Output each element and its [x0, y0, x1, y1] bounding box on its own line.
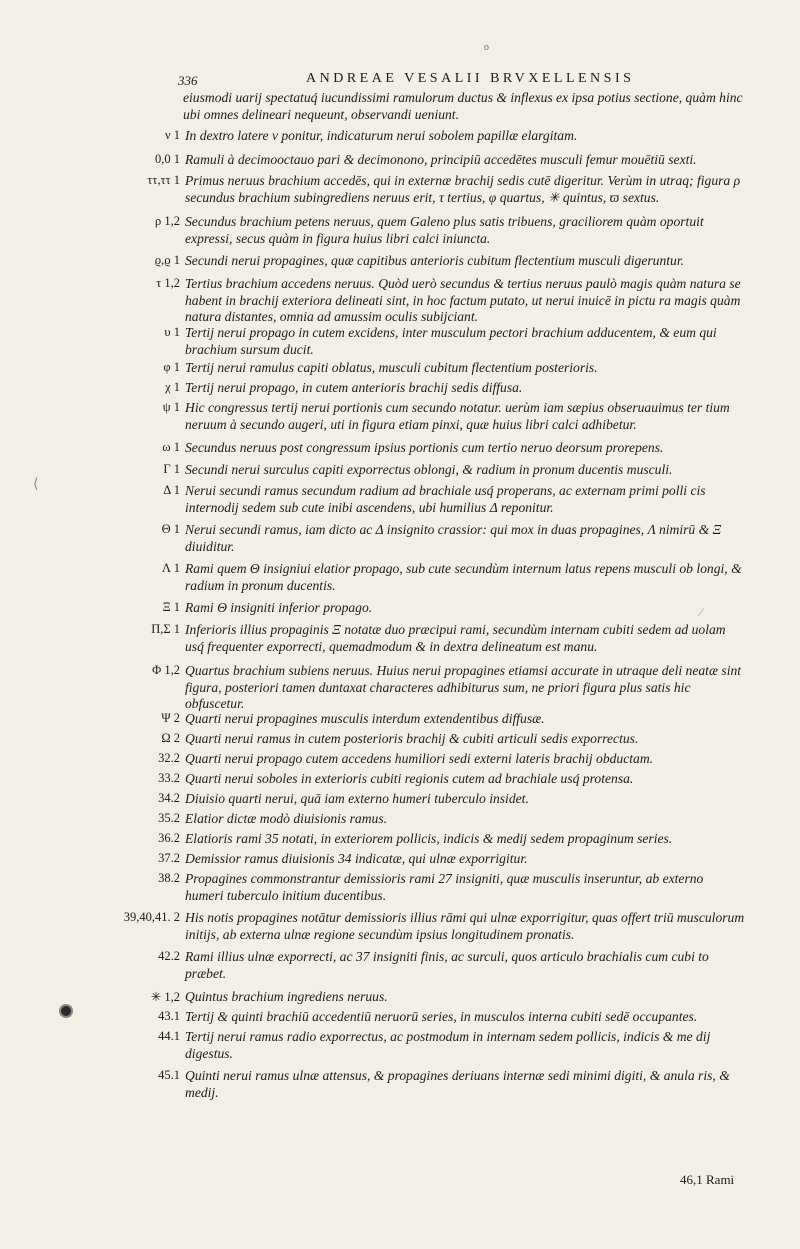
- entry-text: Ramuli à decimooctauo pari & decimonono, principiū accedētes musculi femur mouētiū sexti.: [185, 152, 697, 167]
- entry-text: Secundus neruus post congressum ipsius portionis cum tertio neruo deorsum prorepens.: [185, 440, 664, 455]
- entry-label: 45.1: [158, 1068, 180, 1082]
- entry-label: χ 1: [165, 380, 180, 394]
- entry-text: Tertij nerui propago, in cutem anterioris brachij sedis diffusa.: [185, 380, 523, 395]
- margin-mark: ⁄: [700, 605, 703, 619]
- entry-text: Rami quem Θ insigniui elatior propago, sub cute secundùm internum latus repens musculi ob longi, & radium in pronum ducentis.: [185, 561, 742, 593]
- entry-text: Secundus brachium petens neruus, quem Galeno plus satis tribuens, graciliorem quàm oportuit expressi, secus quàm in figura huius libri calci iniuncta.: [185, 214, 704, 246]
- entry-text: Demissior ramus diuisionis 34 indicatæ, qui ulnæ exporrigitur.: [185, 851, 528, 866]
- running-head: ANDREAE VESALII BRVXELLENSIS: [306, 71, 635, 86]
- entry-label: 35.2: [158, 811, 180, 825]
- catchword: 46,1 Rami: [680, 1172, 735, 1187]
- entry-label: Γ 1: [163, 462, 180, 476]
- entry-text: Tertij & quinti brachiū accedentiū neruorū series, in musculos interna cubiti sedē occupantes.: [185, 1009, 698, 1024]
- entry-label: τ 1,2: [156, 276, 180, 290]
- entry-label: 0,0 1: [155, 152, 180, 166]
- entry-text: Tertius brachium accedens neruus. Quòd uerò secundus & tertius neruus paulò magis quàm natura se habent in brachij exteriora delineati sint, in hoc factum putato, ut nerui inuicē in pictu ra magis quàm natura distantes, omnia ad amussim oculis subijciant.: [185, 276, 741, 325]
- entry-label: ττ,ττ 1: [147, 173, 180, 187]
- entry-label: Π,Σ 1: [151, 622, 180, 636]
- entry-label: φ 1: [163, 360, 180, 374]
- entry-text: Quartus brachium subiens neruus. Huius nerui propagines etiamsi accurate in utraque deli neatæ sint figura, posteriori tamen duntaxat characteres adhibiturus sum, ne priori figura plus satis hic obfuscetur.: [185, 663, 742, 712]
- entry-text: Secundi nerui surculus capiti exporrectus oblongi, & radium in pronum ducentis musculi.: [185, 462, 673, 477]
- entry-label: Λ 1: [161, 561, 180, 575]
- page-header: [178, 71, 698, 91]
- entry-label: ✳ 1,2: [150, 990, 180, 1004]
- entry-text: Elatior dictæ modò diuisionis ramus.: [185, 811, 388, 826]
- page-number: 336: [178, 73, 198, 88]
- entry-text: Quinti nerui ramus ulnæ attensus, & propagines deriuans internæ sedi minimi digiti, & anula ris, & medij.: [185, 1068, 730, 1100]
- entry-label: 44.1: [158, 1029, 180, 1043]
- entry-text: Quarti nerui propago cutem accedens humiliori sedi externi lateris brachij obductam.: [185, 751, 654, 766]
- entry-text: Propagines commonstrantur demissioris rami 27 insigniti, quæ musculis inseruntur, ab externo humeri tuberculo initium ducentibus.: [185, 871, 704, 903]
- entry-label: Ψ 2: [161, 711, 180, 725]
- margin-bullet-icon: [59, 1004, 73, 1018]
- entry-label: Δ 1: [163, 483, 180, 497]
- entry-text: Tertij nerui ramulus capiti oblatus, musculi cubitum flectentium posterioris.: [185, 360, 598, 375]
- entry-label: Ξ 1: [162, 600, 180, 614]
- margin-bracket: ⟨: [33, 477, 39, 492]
- entry-text: Secundi nerui propagines, quæ capitibus anterioris cubitum flectentium musculi digeruntur.: [185, 253, 685, 268]
- entry-text: eiusmodi uarij spectatuq́ iucundissimi ramulorum ductus & inflexus ex ipsa potius sectione, quàm hinc ubi omnes delineari nequeunt, observandi ueniunt.: [183, 90, 743, 122]
- entry-label: Φ 1,2: [152, 663, 180, 677]
- entry-text: Primus neruus brachium accedēs, qui in externæ brachij sedis cutē digeritur. Verùm in utraq; figura ρ secundus brachium subingrediens neruus erit, τ tertius, φ quartus, ✳ quintus, ϖ sextus.: [185, 173, 741, 205]
- entry-label: ω 1: [162, 440, 180, 454]
- entry-label: 39,40,41. 2: [123, 910, 180, 924]
- entry-label: 37.2: [158, 851, 180, 865]
- entry-label: 33.2: [158, 771, 180, 785]
- entry-label: 34.2: [158, 791, 180, 805]
- entry-label: ρ 1,2: [155, 214, 180, 228]
- entry-text: Inferioris illius propaginis Ξ notatæ duo præcipui rami, secundùm internam cubiti sedem ad uolam usq́ frequenter exporrecti, quemadmodum & in dextra delineatum est manu.: [185, 622, 726, 654]
- entry-label: ν 1: [164, 128, 180, 142]
- entry-text: His notis propagines notātur demissioris illius rāmi qui ulnæ exporrigitur, quas offert triū musculorum initijs, ab externa ulnæ regione secundùm ipsius longitudinem pronatis.: [185, 910, 745, 942]
- entry-text: Rami illius ulnæ exporrecti, ac 37 insigniti finis, ac surculi, quos articulo brachialis cum cubi to præbet.: [185, 949, 709, 981]
- entry-text: Hic congressus tertij nerui portionis cum secundo notatur. uerùm iam sæpius obseruauimus ter tium neruum à secundo augeri, uti in figura etiam pinxi, quæ huius libri calci adhibetur.: [185, 400, 730, 432]
- entry-text: Nerui secundi ramus secundum radium ad brachiale usq́ properans, ac externam primi polli cis internodij sedem sub cute inibi ascendens, ubi humilius Δ reponitur.: [185, 483, 706, 515]
- entry-label: 43.1: [158, 1009, 180, 1023]
- entry-label: υ 1: [164, 325, 180, 339]
- entry-text: Quarti nerui ramus in cutem posterioris brachij & cubiti articuli sedis exporrectus.: [185, 731, 639, 746]
- entry-text: Tertij nerui propago in cutem excidens, inter musculum pectori brachium adducentem, & eum qui brachium sursum ducit.: [185, 325, 717, 357]
- entry-text: Elatioris rami 35 notati, in exteriorem pollicis, indicis & medij sedem propaginum series.: [185, 831, 673, 846]
- entry-text: Rami Θ insigniti inferior propago.: [185, 600, 373, 615]
- entry-label: ψ 1: [162, 400, 180, 414]
- entry-text: Quarti nerui propagines musculis interdum extendentibus diffusæ.: [185, 711, 545, 726]
- entry-label: 32.2: [158, 751, 180, 765]
- entry-text: Quarti nerui soboles in exterioris cubiti regionis cutem ad brachiale usq́ protensa.: [185, 771, 634, 786]
- entry-label: Ω 2: [161, 731, 180, 745]
- entry-label: 36.2: [158, 831, 180, 845]
- entry-text: In dextro latere ν ponitur, indicaturum nerui sobolem papillæ elargitam.: [185, 128, 578, 143]
- entry-label: 38.2: [158, 871, 180, 885]
- entry-text: Tertij nerui ramus radio exporrectus, ac postmodum in internam sedem pollicis, indicis & me dij digestus.: [185, 1029, 711, 1061]
- entry-text: Nerui secundi ramus, iam dicto ac Δ insignito crassior: qui mox in duas propagines, Λ nimirū & Ξ diuiditur.: [185, 522, 722, 554]
- entry-text: Diuisio quarti nerui, quā iam externo humeri tuberculo insidet.: [185, 791, 529, 806]
- top-mark: o: [484, 42, 489, 53]
- entry-label: Θ 1: [161, 522, 180, 536]
- entry-text: Quintus brachium ingrediens neruus.: [185, 989, 388, 1004]
- entry-label: 42.2: [158, 949, 180, 963]
- entry-label: ϱ,ϱ 1: [154, 253, 180, 267]
